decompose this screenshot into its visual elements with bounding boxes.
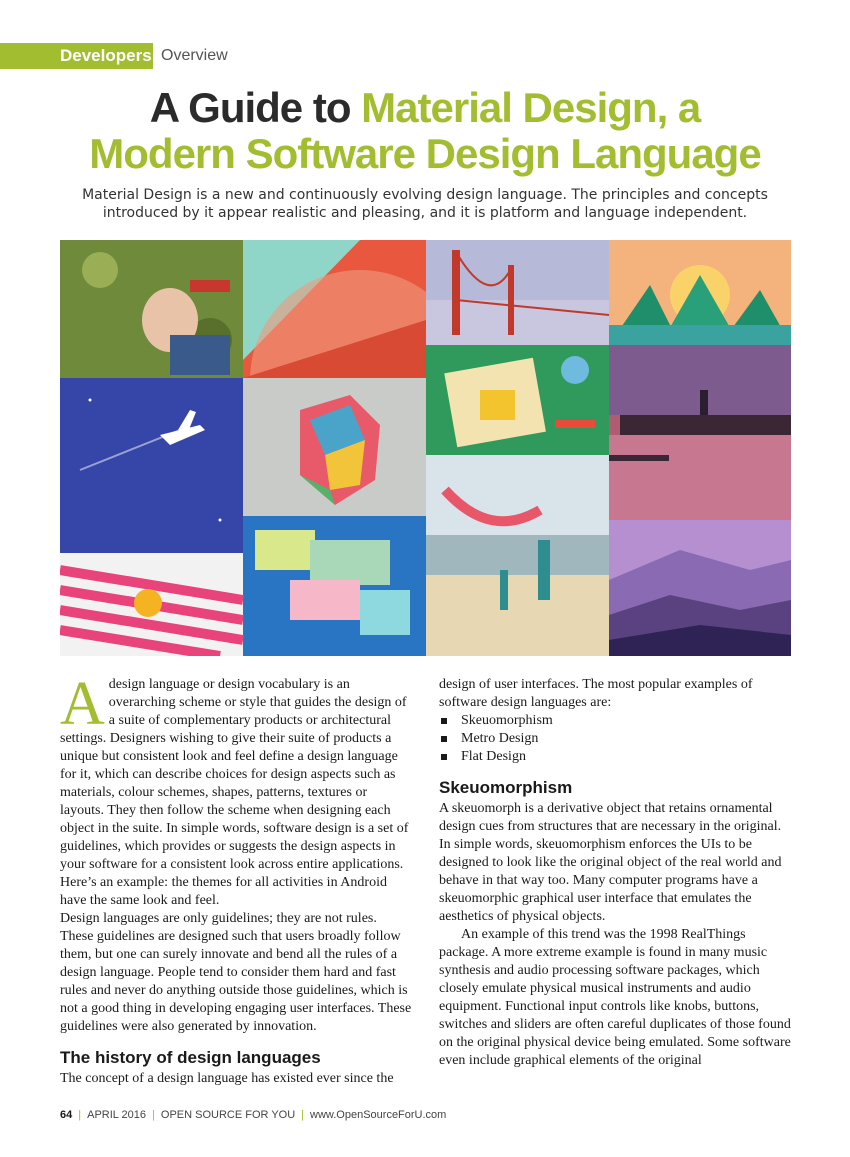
tile-money-illustration [243,516,426,656]
title-accent-part: Material Design, a [361,84,701,131]
list-item: Flat Design [439,748,791,766]
collage-image [60,240,791,656]
realthings-paragraph: An example of this trend was the 1998 RealThings package. A more extreme example is found in many music synthesis and audio processing software packages, which closely emulate physical musical instruments and audio equipment. Functional input controls like knobs, buttons, switches and sliders are often careful duplicates of those found on the original physical device being emulated. Some software even include graphical elements of the original [439,927,791,1068]
footer-separator: | [78,1109,82,1121]
bullet-icon [441,736,447,742]
article-title-line1 [40,84,810,132]
footer-separator: | [301,1109,305,1121]
section-subtitle: Overview [161,47,228,64]
right-column [439,676,791,1070]
list-item: Skeuomorphism [439,712,791,730]
page-number: 64 [60,1109,73,1121]
article-title-line2: Modern Software Design Language [89,130,761,177]
title-dark-part: A Guide to [149,84,362,131]
tile-beach-mother-child [426,455,609,656]
intro-paragraph [60,670,412,910]
left-column [60,670,412,1088]
footer-separator: | [152,1109,155,1121]
standfirst [70,186,780,222]
skeuomorphism-paragraph: A skeuomorph is a derivative object that retains ornamental design cues from structures that are necessary in the original. In simple words, skeuomorphism enforces the UIs to be designed to look like the original object of the real world and behave in that way too. Many computer programs have a skeuomorphic graphical user interface that emulates the aesthetics of physical objects. [439,801,782,924]
drop-cap: A [60,670,105,738]
tile-striped-towel [60,553,243,656]
magazine-name: OPEN SOURCE FOR YOU [160,1109,296,1121]
section-label: Developers [60,46,152,65]
tile-girl-on-grass [60,240,243,378]
tile-mountain-illustration [609,240,791,345]
history-heading: The history of design languages [60,1048,321,1067]
bullet-icon [441,718,447,724]
tile-airplane [60,378,243,553]
tile-city-skyline [609,345,791,520]
standfirst-line2: introduced by it appear realistic and pleasing, and it is platform and language independent. [102,205,748,221]
tile-desk-illustration [426,345,609,455]
tile-purple-mountains [609,520,791,656]
website-url: www.OpenSourceForU.com [310,1109,447,1121]
page-footer [60,1107,446,1123]
guidelines-paragraph: Design languages are only guidelines; they are not rules. These guidelines are designed such that users broadly follow them, but one can surely innovate and bend all the rules of a design language. People tend to consider them hard and fast rules and never do anything outside those guidelines, which is not a good thing in developing engaging user interfaces. These guidelines were also generated by innovation. [60,911,412,1034]
design-language-list [439,712,791,766]
tile-polygon-face [243,378,426,516]
issue-date: APRIL 2016 [87,1109,147,1121]
tile-golden-gate-bridge [426,240,609,345]
history-paragraph: The concept of a design language has existed ever since the [60,1071,394,1086]
bullet-icon [441,754,447,760]
material-design-collage [60,240,791,656]
standfirst-line1: Material Design is a new and continuously evolving design language. The principles and concepts [82,187,768,203]
examples-intro: design of user interfaces. The most popular examples of software design languages are: [439,677,753,710]
list-item: Metro Design [439,730,791,748]
skeuomorphism-heading: Skeuomorphism [439,778,573,797]
intro-text: design language or design vocabulary is an overarching scheme or style that guides the design of a suite of complementary products or architectural settings. Designers wishing to give their suite of products a unique but consistent look and feel define a design language for it, which can describe choices for design aspects such as materials, colour schemes, shapes, patterns, textures or layouts. They then follow the scheme when designing each object in the suite. In simple words, software design is a set of guidelines, which provides or suggests the design aspects in your software for a consistent look across entire applications. Here’s an example: the themes for all activities in Android have the same look and feel. [60,677,409,908]
